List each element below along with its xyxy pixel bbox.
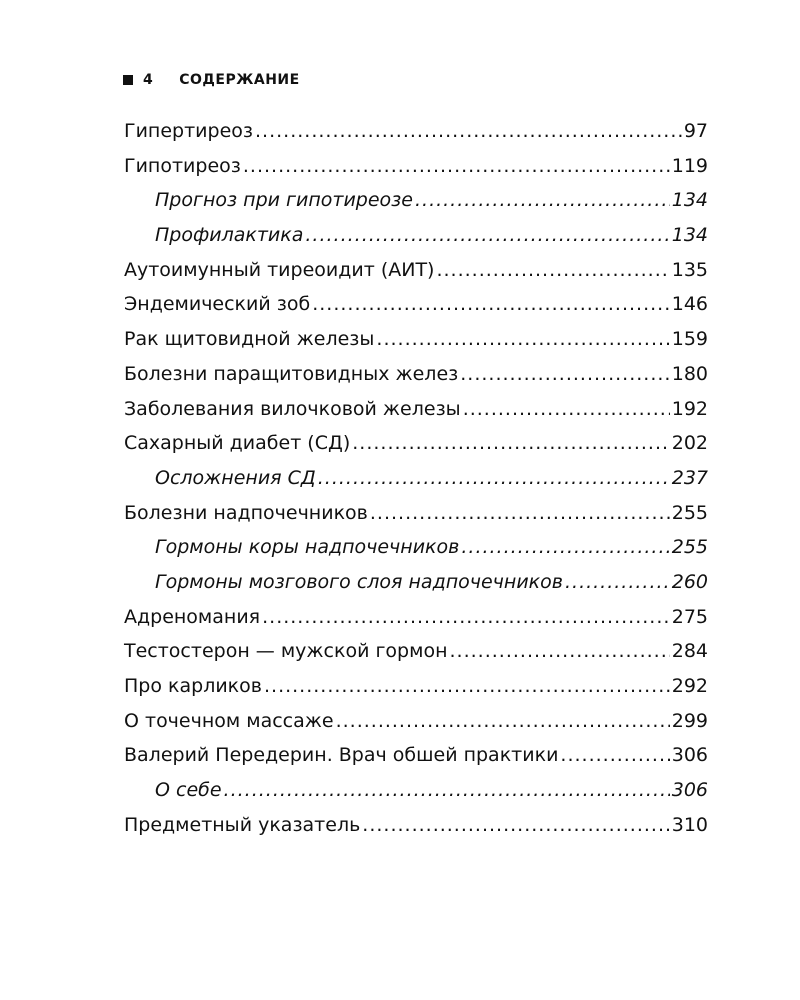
toc-entry-title: Валерий Передерин. Врач обшей практики [124,744,559,767]
toc-entry-title: Гормоны мозгового слоя надпочечников [155,570,563,593]
dot-leader [560,738,669,773]
toc-entry-page: 284 [671,640,708,663]
toc-entry-page: 306 [671,744,708,767]
toc-subentry [124,773,708,808]
toc-entry [124,426,708,461]
toc-entry-page: 299 [671,709,708,732]
toc-entry [124,496,708,531]
toc-entry-title: Гипотиреоз [124,154,241,177]
square-bullet-icon [123,75,133,85]
toc-entry-page: 97 [683,120,708,142]
toc-entry-title: О себе [155,779,222,802]
toc-subentry [124,565,708,600]
toc-entry-title: Сахарный диабет (СД) [124,432,351,455]
toc-entry-title: Эндемический зоб [124,293,311,316]
toc-entry [124,704,708,739]
toc-subentry [124,461,708,496]
toc-entry-page: 255 [671,501,708,524]
toc-entry [124,253,708,288]
toc-entry [124,287,708,322]
toc-subentry [124,530,708,565]
dot-leader [312,287,670,322]
toc-entry-title: Гипертиреоз [124,120,254,142]
toc-entry-title: Предметный указатель [124,813,361,836]
toc-entry [124,600,708,635]
dot-leader [352,426,669,461]
toc-entry-title: Болезни надпочечников [124,501,368,524]
toc-entry-title: Аутоимунный тиреоидит (АИТ) [124,258,435,281]
toc-entry-page: 306 [671,779,708,802]
dot-leader [264,669,670,704]
toc-entry [124,738,708,773]
table-of-contents [124,114,708,842]
toc-entry-page: 134 [671,189,708,212]
toc-entry-title: Прогноз при гипотиреозе [155,189,413,212]
dot-leader [243,149,670,184]
toc-entry [124,392,708,427]
toc-entry-page: 135 [671,258,708,281]
toc-entry-title: Про карликов [124,675,262,697]
toc-subentry [124,183,708,218]
dot-leader [318,461,670,496]
page-number: 4 [143,72,154,88]
dot-leader [461,530,669,565]
toc-entry [124,149,708,184]
dot-leader [436,253,669,288]
dot-leader [224,773,670,808]
toc-entry-page: 237 [671,466,708,489]
toc-entry-page: 159 [671,328,708,351]
dot-leader [463,392,670,427]
dot-leader [362,808,669,843]
toc-entry [124,114,708,149]
toc-entry-page: 146 [671,293,708,316]
running-header [123,72,300,88]
dot-leader [376,322,669,357]
toc-entry-page: 192 [671,397,708,420]
dot-leader [262,600,670,635]
toc-entry-title: Гормоны коры надпочечников [155,536,460,559]
toc-entry [124,322,708,357]
dot-leader [460,357,669,392]
toc-entry-title: Рак щитовидной железы [124,328,375,351]
toc-entry [124,357,708,392]
toc-entry-title: О точечном массаже [124,709,334,732]
toc-subentry [124,218,708,253]
toc-entry-page: 202 [671,432,708,455]
toc-entry [124,669,708,704]
dot-leader [565,565,670,600]
toc-entry-page: 310 [671,813,708,836]
toc-entry-page: 119 [671,154,708,177]
toc-entry-title: Адреномания [124,605,261,628]
toc-entry-page: 180 [671,362,708,385]
toc-entry-page: 292 [671,675,708,697]
toc-entry-title: Профилактика [155,224,304,247]
toc-entry-page: 260 [671,570,708,593]
dot-leader [450,634,670,669]
toc-entry-page: 134 [671,224,708,247]
dot-leader [336,704,670,739]
dot-leader [305,218,669,253]
toc-entry-page: 255 [671,536,708,559]
section-title: СОДЕРЖАНИЕ [179,72,300,88]
toc-entry-title: Осложнения СД [155,466,316,489]
dot-leader [370,496,670,531]
dot-leader [415,183,670,218]
toc-entry [124,634,708,669]
toc-entry-title: Заболевания вилочковой железы [124,397,461,420]
toc-entry-title: Болезни паращитовидных желез [124,362,459,385]
dot-leader [255,114,682,149]
toc-entry-title: Тестостерон — мужской гормон [124,640,448,663]
toc-entry [124,808,708,843]
toc-entry-page: 275 [671,605,708,628]
